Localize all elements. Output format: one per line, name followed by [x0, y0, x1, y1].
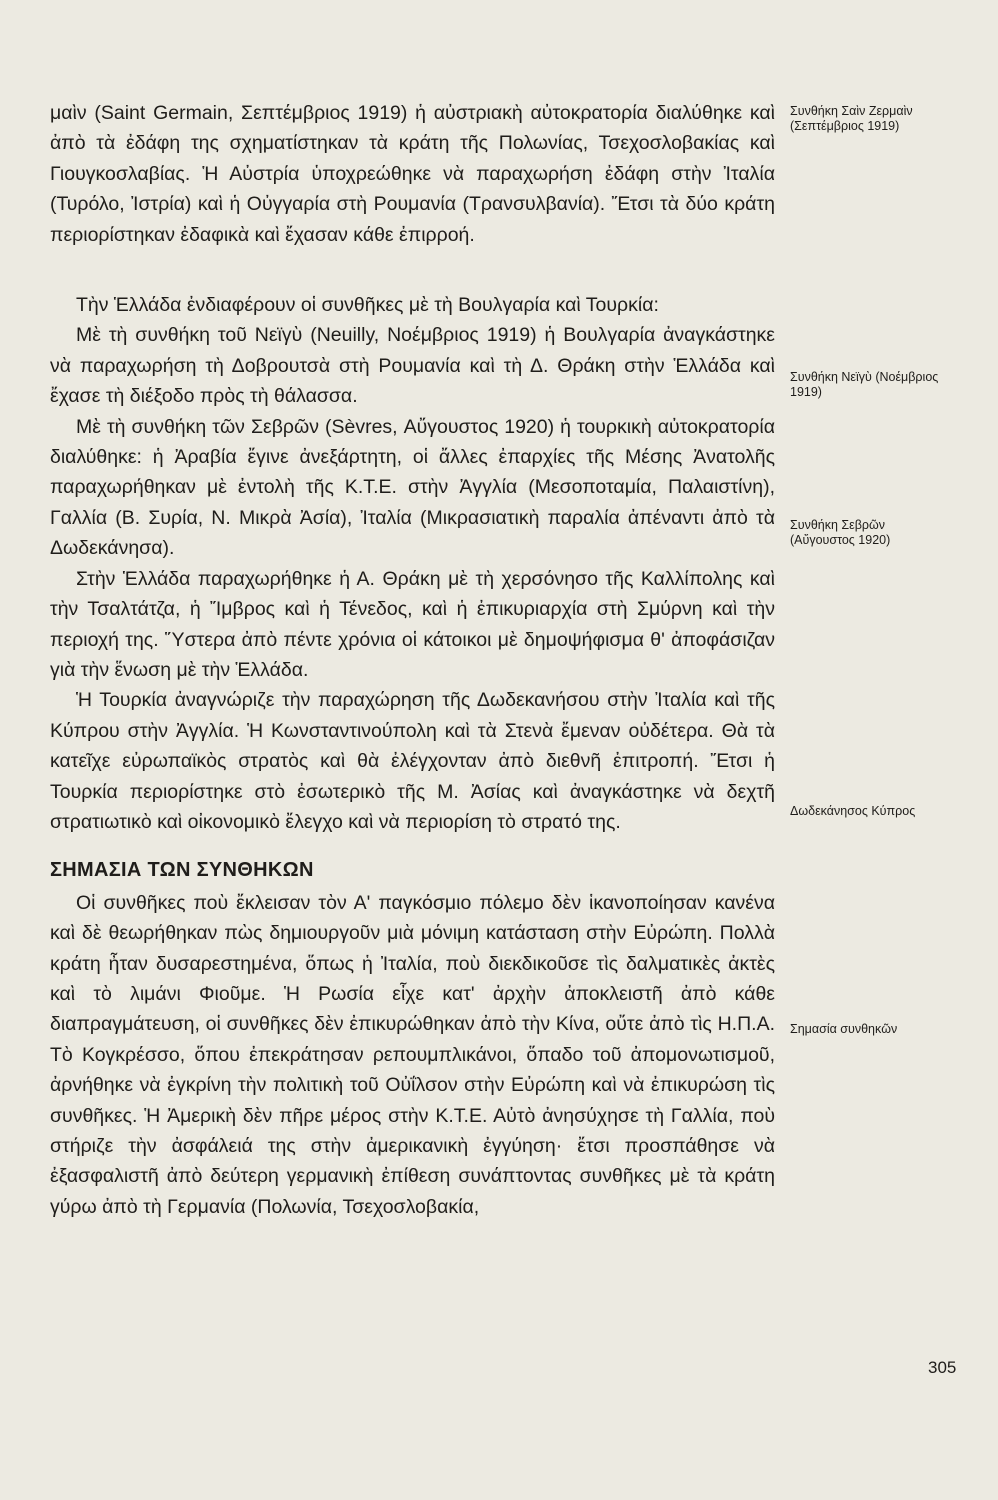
section-heading: ΣΗΜΑΣΙΑ ΤΩΝ ΣΥΝΘΗΚΩΝ: [50, 859, 314, 882]
page-number: 305: [928, 1358, 957, 1377]
paragraph-gap: [50, 250, 775, 290]
margin-note-dodecanese-cyprus: Δωδεκάνησος Κύπρος: [790, 804, 916, 818]
margin-note-saint-germain: Συνθήκη Σαὶν Ζερμαὶν (Σεπτέμβριος 1919): [790, 104, 913, 133]
margin-note-significance: Σημασία συνθηκῶν: [790, 1022, 898, 1036]
margin-note-neuilly: Συνθήκη Νεϊγὺ (Νοέμβριος 1919): [790, 370, 939, 399]
paragraph-neuilly: Μὲ τὴ συνθήκη τοῦ Νεϊγὺ (Neuilly, Νοέμβριος 1919) ἡ Βουλγαρία ἀναγκάστηκε νὰ παραχωρήση τὴ Δοβρουτσὰ στὴ Ρουμανία καὶ τὴ Δ. Θράκη στὴν Ἑλλάδα καὶ ἔχασε τὴ διέξοδο πρὸς τὴ θάλασσα.: [50, 324, 775, 408]
paragraph-greece-gains: Στὴν Ἑλλάδα παραχωρήθηκε ἡ Α. Θράκη μὲ τὴ χερσόνησο τῆς Καλλίπολης καὶ τὴν Τσαλτάτζα, ἡ Ἴμβρος καὶ ἡ Τένεδος, καὶ ἡ ἐπικυριαρχία στὴ Σμύρνη καὶ τὴν περιοχή της. Ὕστερα ἀπὸ πέντε χρόνια οἱ κάτοικοι μὲ δημοψήφισμα θ' ἀποφάσιζαν γιὰ τὴν ἕνωση μὲ τὴν Ἑλλάδα.: [50, 567, 775, 681]
paragraph-saint-germain: μαὶν (Saint Germain, Σεπτέμβριος 1919) ἡ αὐστριακὴ αὐτοκρατορία διαλύθηκε καὶ ἀπὸ τὰ ἐδάφη της σχηματίστηκαν τὰ κράτη τῆς Πολωνίας, Τσεχοσλοβακίας καὶ Γιουγκοσλαβίας. Ἡ Αὐστρία ὑποχρεώθηκε νὰ παραχωρήση ἐδάφη στὴν Ἰταλία (Τυρόλο, Ἰστρία) καὶ ἡ Οὐγγαρία στὴ Ρουμανία (Τρανσυλβανία). Ἔτσι τὰ δύο κράτη περιορίστηκαν ἐδαφικὰ καὶ ἔχασαν κάθε ἐπιρροή.: [50, 102, 775, 246]
paragraph-greece-interest: Τὴν Ἑλλάδα ἐνδιαφέρουν οἱ συνθῆκες μὲ τὴ Βουλγαρία καὶ Τουρκία:: [76, 294, 659, 317]
margin-note-sevres: Συνθήκη Σεβρῶν (Αὔγουστος 1920): [790, 518, 891, 547]
paragraph-turkey-recognition: Ἡ Τουρκία ἀναγνώριζε τὴν παραχώρηση τῆς Δωδεκανήσου στὴν Ἰταλία καὶ τῆς Κύπρου στὴν Ἀγγλία. Ἡ Κωνσταντινούπολη καὶ τὰ Στενὰ ἔμεναν οὐδέτερα. Θὰ τὰ κατεῖχε εὐρωπαϊκὸς στρατὸς καὶ θὰ ἐλέγχονταν ἀπὸ διεθνῆ ἐπιτροπή. Ἔτσι ἡ Τουρκία περιορίστηκε στὸ ἐσωτερικὸ τῆς Μ. Ἀσίας καὶ ἀναγκάστηκε νὰ δεχτῆ στρατιωτικὸ καὶ οἰκονομικὸ ἔλεγχο καὶ νὰ περιορίση τὸ στρατό της.: [50, 689, 775, 833]
paragraph-sevres: Μὲ τὴ συνθήκη τῶν Σεβρῶν (Sèvres, Αὔγουστος 1920) ἡ τουρκικὴ αὐτοκρατορία διαλύθηκε: ἡ Ἀραβία ἔγινε ἀνεξάρτητη, οἱ ἄλλες ἐπαρχίες τῆς Μέσης Ἀνατολῆς παραχωρήθηκαν μὲ ἐντολὴ τῆς Κ.Τ.Ε. στὴν Ἀγγλία (Μεσοποταμία, Παλαιστίνη), Γαλλία (Β. Συρία, Ν. Μικρὰ Ἀσία), Ἰταλία (Μικρασιατικὴ παραλία ἀπέναντι ἀπὸ τὰ Δωδεκάνησα).: [50, 415, 775, 560]
paragraph-significance: Οἱ συνθῆκες ποὺ ἔκλεισαν τὸν Α' παγκόσμιο πόλεμο δὲν ἱκανοποίησαν κανένα καὶ δὲ θεωρήθηκαν πὼς δημιουργοῦν μιὰ μόνιμη κατάσταση στὴν Εὐρώπη. Πολλὰ κράτη ἦταν δυσαρεστημένα, ὅπως ἡ Ἰταλία, ποὺ διεκδικοῦσε τὶς δαλματικὲς ἀκτὲς καὶ τὸ λιμάνι Φιοῦμε. Ἡ Ρωσία εἶχε κατ' ἀρχὴν ἀποκλειστῆ ἀπὸ κάθε διαπραγμάτευση, οἱ συνθῆκες δὲν ἐπικυρώθηκαν ἀπὸ τὴν Κίνα, οὔτε ἀπὸ τὶς Η.Π.Α. Τὸ Κογκρέσσο, ὅπου ἐπεκράτησαν ρεπουμπλικάνοι, ὅπαδο τοῦ ἀπομονωτισμοῦ, ἀρνήθηκε νὰ ἐγκρίνη τὴν πολιτικὴ τοῦ Οὐΐλσον στὴν Εὐρώπη καὶ νὰ ἐπικυρώση τὶς συνθῆκες. Ἡ Ἀμερικὴ δὲν πῆρε μέρος στὴν Κ.Τ.Ε. Αὐτὸ ἀνησύχησε τὴ Γαλλία, ποὺ στήριζε τὴν ἀσφάλειά της στὴν ἀμερικανικὴ ἐγγύηση· ἔτσι προσπάθησε νὰ ἐξασφαλιστῆ ἀπὸ δεύτερη γερμανικὴ ἐπίθεση συνάπτοντας συνθῆκες μὲ τὰ κράτη γύρω ἀπὸ τὴ Γερμανία (Πολωνία, Τσεχοσλοβακία,: [50, 891, 775, 1218]
main-text-column: [50, 98, 775, 1222]
